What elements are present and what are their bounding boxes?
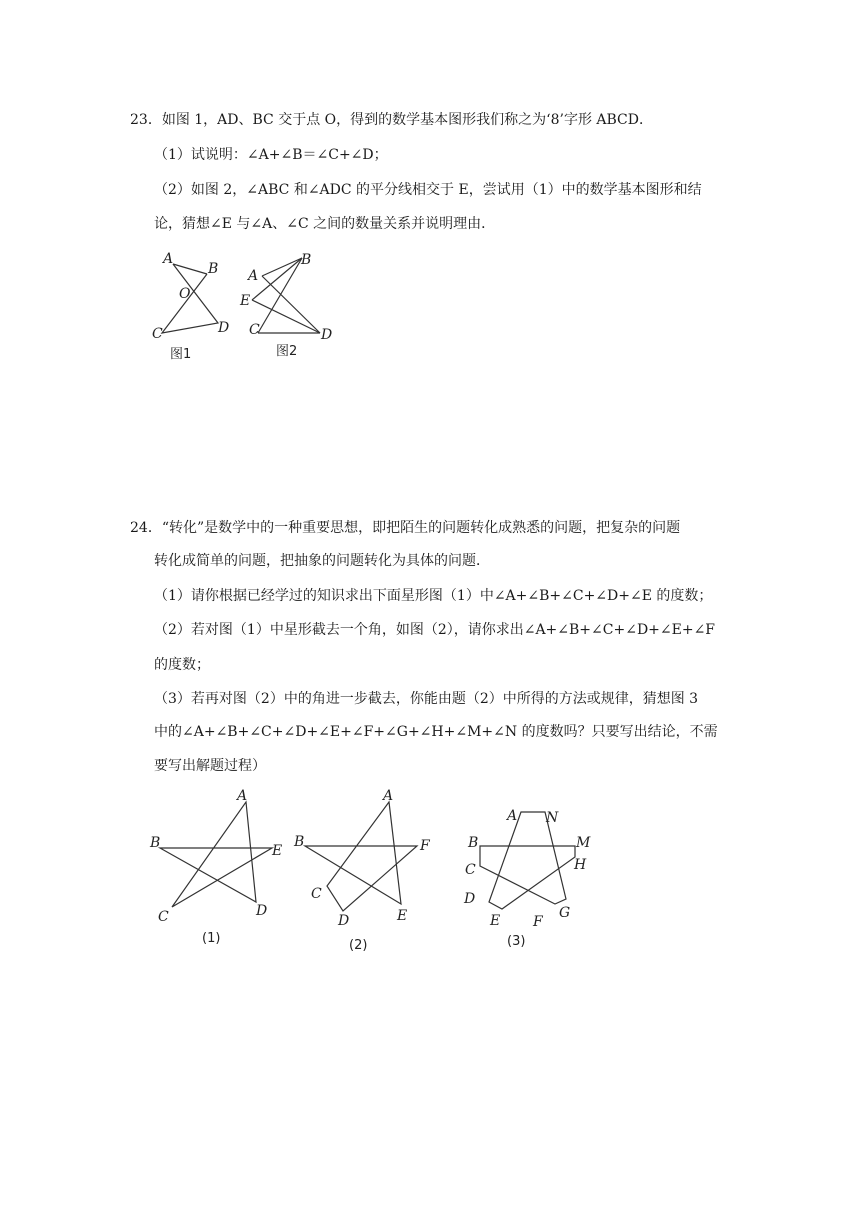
q24-fig3-label-c: C	[465, 862, 476, 878]
q23-fig1-label-b: B	[208, 261, 219, 277]
q24-fig3-label-f: F	[533, 914, 543, 930]
q24-part2-line1: （2）若对图（1）中星形截去一个角，如图（2），请你求出∠A+∠B+∠C+∠D+∠E+∠F	[154, 622, 716, 638]
q24-fig3-label-h: H	[574, 857, 587, 873]
q24-fig1-label-a: A	[237, 788, 248, 804]
q24-fig2-label-a: A	[383, 788, 394, 804]
q24-fig1-label-d: D	[256, 903, 268, 919]
q24-stem-line2: 转化成简单的问题，把抽象的问题转化为具体的问题．	[154, 553, 490, 569]
q24-figure-2	[293, 788, 431, 953]
q24-fig3-label-m: M	[576, 835, 591, 851]
q24-part2-line2: 的度数；	[154, 657, 210, 673]
q23-part2-line1: （2）如图 2，∠ABC 和∠ADC 的平分线相交于 E，尝试用（1）中的数学基本图形和结	[154, 182, 702, 198]
q24-figure-1	[149, 788, 282, 946]
q23-fig1-label-c: C	[152, 326, 163, 342]
q23-fig2-caption: 图2	[276, 344, 298, 359]
q23-fig2-label-c: C	[249, 322, 260, 338]
q24-fig1-label-c: C	[158, 909, 169, 925]
q24-fig3-caption: (3)	[507, 934, 526, 949]
q24-fig2-label-f: F	[420, 838, 430, 854]
q24-figure-3	[463, 808, 591, 949]
q24-fig2-caption: (2)	[349, 938, 368, 953]
q24-fig1-label-e: E	[272, 843, 283, 859]
q23-part2-line2: 论，猜想∠E 与∠A、∠C 之间的数量关系并说明理由．	[154, 216, 496, 232]
q24-fig3-label-d: D	[464, 891, 476, 907]
q23-fig1-label-d: D	[218, 320, 230, 336]
q23-fig2-bisector-de	[252, 300, 320, 333]
q23-fig2-label-e: E	[240, 293, 251, 309]
q24-fig1-label-b: B	[150, 835, 161, 851]
q24-fig2-label-e: E	[397, 908, 408, 924]
q23-stem: 23．如图 1，AD、BC 交于点 O，得到的数学基本图形我们称之为‘8’字形 ABCD．	[130, 112, 653, 128]
q24-fig3-label-b: B	[468, 835, 479, 851]
q24-fig1-caption: (1)	[202, 931, 221, 946]
q24-part3-line3: 要写出解题过程）	[154, 758, 266, 774]
q23-figure-1	[152, 251, 229, 362]
q24-part3-line1: （3）若再对图（2）中的角进一步截去，你能由题（2）中所得的方法或规律，猜想图 3	[154, 691, 699, 707]
q23-fig2-segment-ab	[262, 258, 302, 276]
q24-fig3-label-n: N	[546, 810, 559, 826]
q24-fig2-label-b: B	[294, 834, 305, 850]
q23-fig2-label-a: A	[248, 268, 259, 284]
q23-figure-2	[239, 252, 332, 359]
q23-fig1-label-a: A	[163, 251, 174, 267]
q23-fig2-bisector-be	[252, 258, 302, 300]
q24-fig1-star	[160, 802, 272, 907]
q23-fig2-label-d: D	[321, 327, 333, 343]
q24-part1: （1）请你根据已经学过的知识求出下面星形图（1）中∠A+∠B+∠C+∠D+∠E 的度数；	[154, 588, 713, 604]
q23-fig2-label-b: B	[301, 252, 312, 268]
q24-fig2-label-d: D	[338, 913, 350, 929]
q23-fig1-segment-ab	[173, 264, 207, 274]
q24-fig3-label-e: E	[490, 913, 501, 929]
q23-fig2-segment-bc	[258, 258, 302, 333]
q24-fig2-label-c: C	[311, 886, 322, 902]
q23-fig1-label-o: O	[179, 286, 191, 302]
q24-fig2-shape	[305, 802, 417, 911]
q24-fig3-label-g: G	[559, 905, 571, 921]
q23-part1: （1）试说明：∠A+∠B＝∠C+∠D；	[154, 147, 388, 163]
q24-part3-line2: 中的∠A+∠B+∠C+∠D+∠E+∠F+∠G+∠H+∠M+∠N 的度数吗？只要写出结论，不需	[154, 724, 718, 740]
q24-fig3-shape	[480, 812, 575, 909]
q24-stem-line1: 24．“转化”是数学中的一种重要思想，即把陌生的问题转化成熟悉的问题，把复杂的问题	[130, 520, 681, 536]
q24-fig3-label-a: A	[507, 808, 518, 824]
q23-fig1-caption: 图1	[170, 347, 192, 362]
